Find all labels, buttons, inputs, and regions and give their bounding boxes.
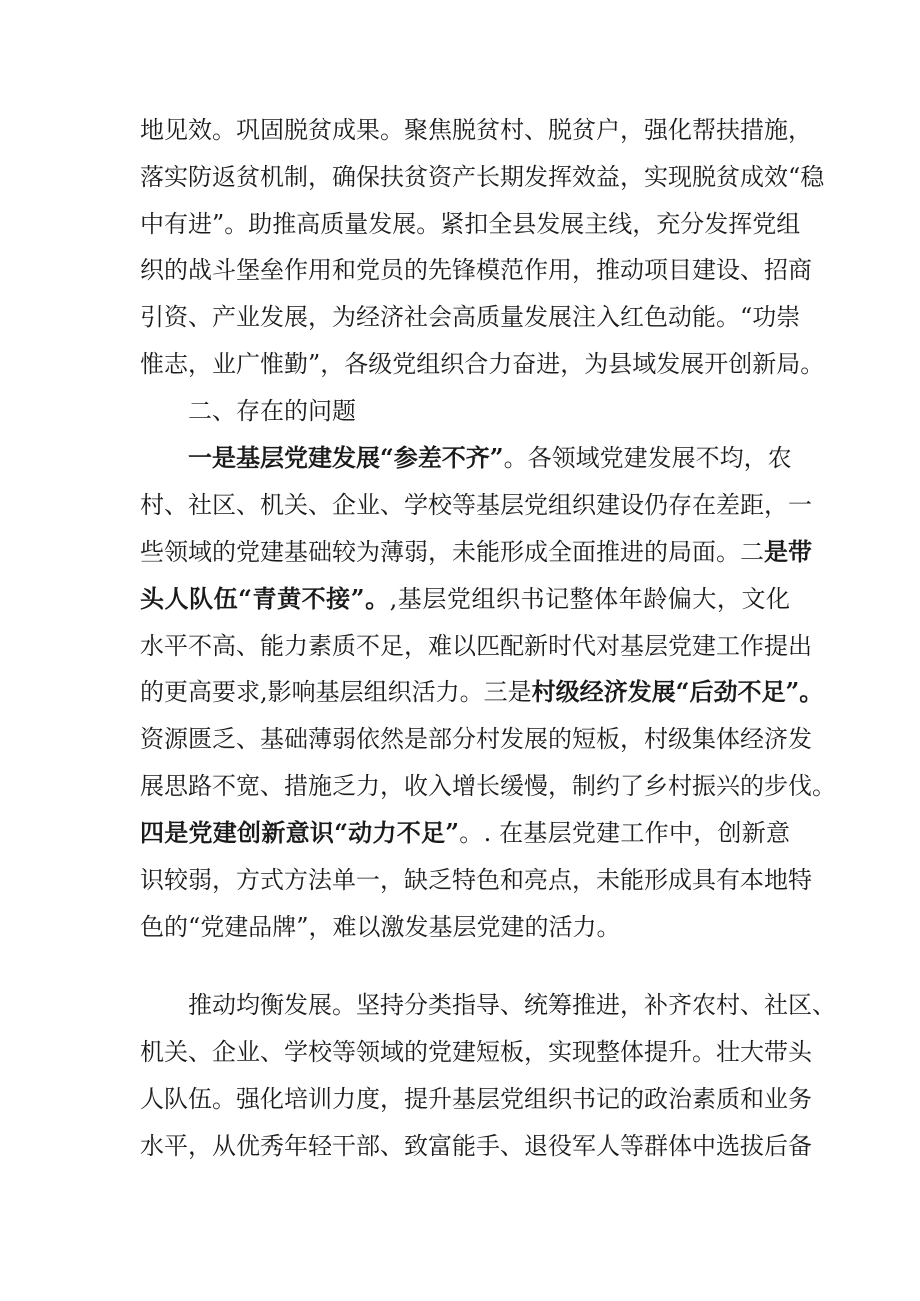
section-heading: 二、存在的问题 [188,397,356,425]
line-text: ,基层党组织书记整体年龄偏大，文化 [389,585,790,613]
body-line [140,536,812,568]
body-line: 色的“党建品牌”，难以激发基层党建的活力。 [140,913,621,941]
body-line: 人队伍。强化培训力度，提升基层党组织书记的政治素质和业务 [140,1085,812,1113]
body-line: 水平不高、能力素质不足，难以匹配新时代对基层党建工作提出 [140,632,812,660]
bold-phrase: 一是基层党建发展“参差不齐” [188,443,504,472]
line-text: 。. 在基层党建工作中，创新意 [459,819,790,847]
bold-phrase: 头人队伍“青黄不接”。 [140,584,390,613]
bold-phrase: 村级经济发展“后劲不足”。 [531,677,824,706]
body-line: 引资、产业发展，为经济社会高质量发展注入红色动能。“功崇 [140,303,801,331]
body-line: 机关、企业、学校等领域的党建短板，实现整体提升。壮大带头 [140,1038,812,1066]
body-line: 落实防返贫机制，确保扶贫资产长期发挥效益，实现脱贫成效“稳 [140,163,825,191]
body-line: 展思路不宽、措施乏力，收入增长缓慢，制约了乡村振兴的步伐。 [140,772,836,800]
line-text: 。各领域党建发展不均，农 [503,444,792,472]
body-line: 推动均衡发展。坚持分类指导、统筹推进，补齐农村、社区、 [188,991,836,1019]
body-line: 村、社区、机关、企业、学校等基层党组织建设仍存在差距，一 [140,491,812,519]
body-line: 中有进”。助推高质量发展。紧扣全县发展主线，充分发挥党组 [140,210,801,238]
body-line: 资源匮乏、基础薄弱依然是部分村发展的短板，村级集体经济发 [140,725,812,753]
body-line: 水平，从优秀年轻干部、致富能手、退役军人等群体中选拔后备 [140,1132,812,1160]
body-line [188,442,790,474]
body-line: 织的战斗堡垒作用和党员的先锋模范作用，推动项目建设、招商 [140,256,812,284]
body-line [140,676,824,708]
line-text: 的更高要求,影响基层组织活力。三是 [140,678,532,706]
body-line: 地见效。巩固脱贫成果。聚焦脱贫村、脱贫户，强化帮扶措施， [140,116,812,144]
body-line: 识较弱，方式方法单一，缺乏特色和亮点，未能形成具有本地特 [140,866,812,894]
body-line: 惟志，业广惟勤”，各级党组织合力奋进，为县域发展开创新局。 [140,350,825,378]
bold-phrase: 四是党建创新意识“动力不足” [140,818,460,847]
body-line [140,817,790,849]
bold-phrase: 是带 [764,537,812,566]
line-text: 些领域的党建基础较为薄弱，未能形成全面推进的局面。二 [140,538,764,566]
body-line [140,583,790,615]
